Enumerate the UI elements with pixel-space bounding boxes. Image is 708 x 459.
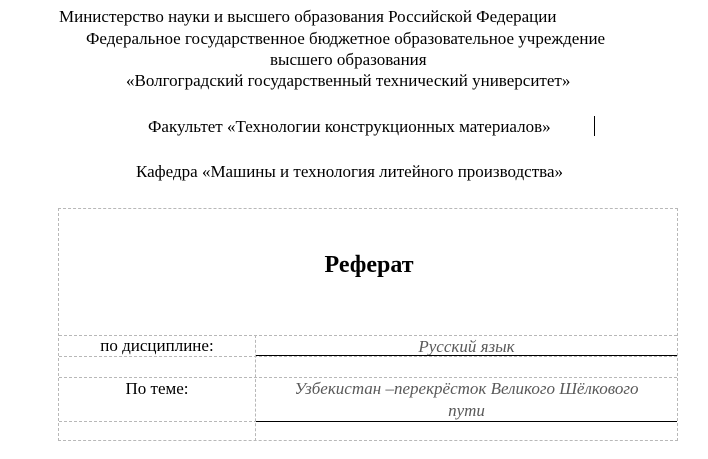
text-cursor — [594, 116, 595, 136]
discipline-label: по дисциплине: — [100, 336, 214, 355]
topic-underline — [256, 421, 677, 422]
topic-field-line-1[interactable]: Узбекистан –перекрёсток Великого Шёлкового — [294, 379, 639, 398]
discipline-field[interactable]: Русский язык — [418, 337, 515, 356]
topic-label: По теме: — [125, 379, 189, 398]
document-title: Реферат — [324, 252, 414, 278]
university-name: «Волгоградский государственный технический университет» — [126, 71, 571, 90]
faculty-name[interactable]: Факультет «Технологии конструкционных материалов» — [148, 117, 551, 136]
institution-line-2: высшего образования — [270, 50, 427, 69]
title-page-table — [58, 208, 678, 441]
discipline-underline — [256, 355, 677, 356]
department-name: Кафедра «Машины и технология литейного производства» — [136, 162, 564, 181]
institution-line-1: Федеральное государственное бюджетное образовательное учреждение — [86, 29, 606, 48]
ministry-line: Министерство науки и высшего образования Российской Федерации — [59, 7, 557, 26]
topic-field-line-2[interactable]: пути — [448, 401, 485, 420]
